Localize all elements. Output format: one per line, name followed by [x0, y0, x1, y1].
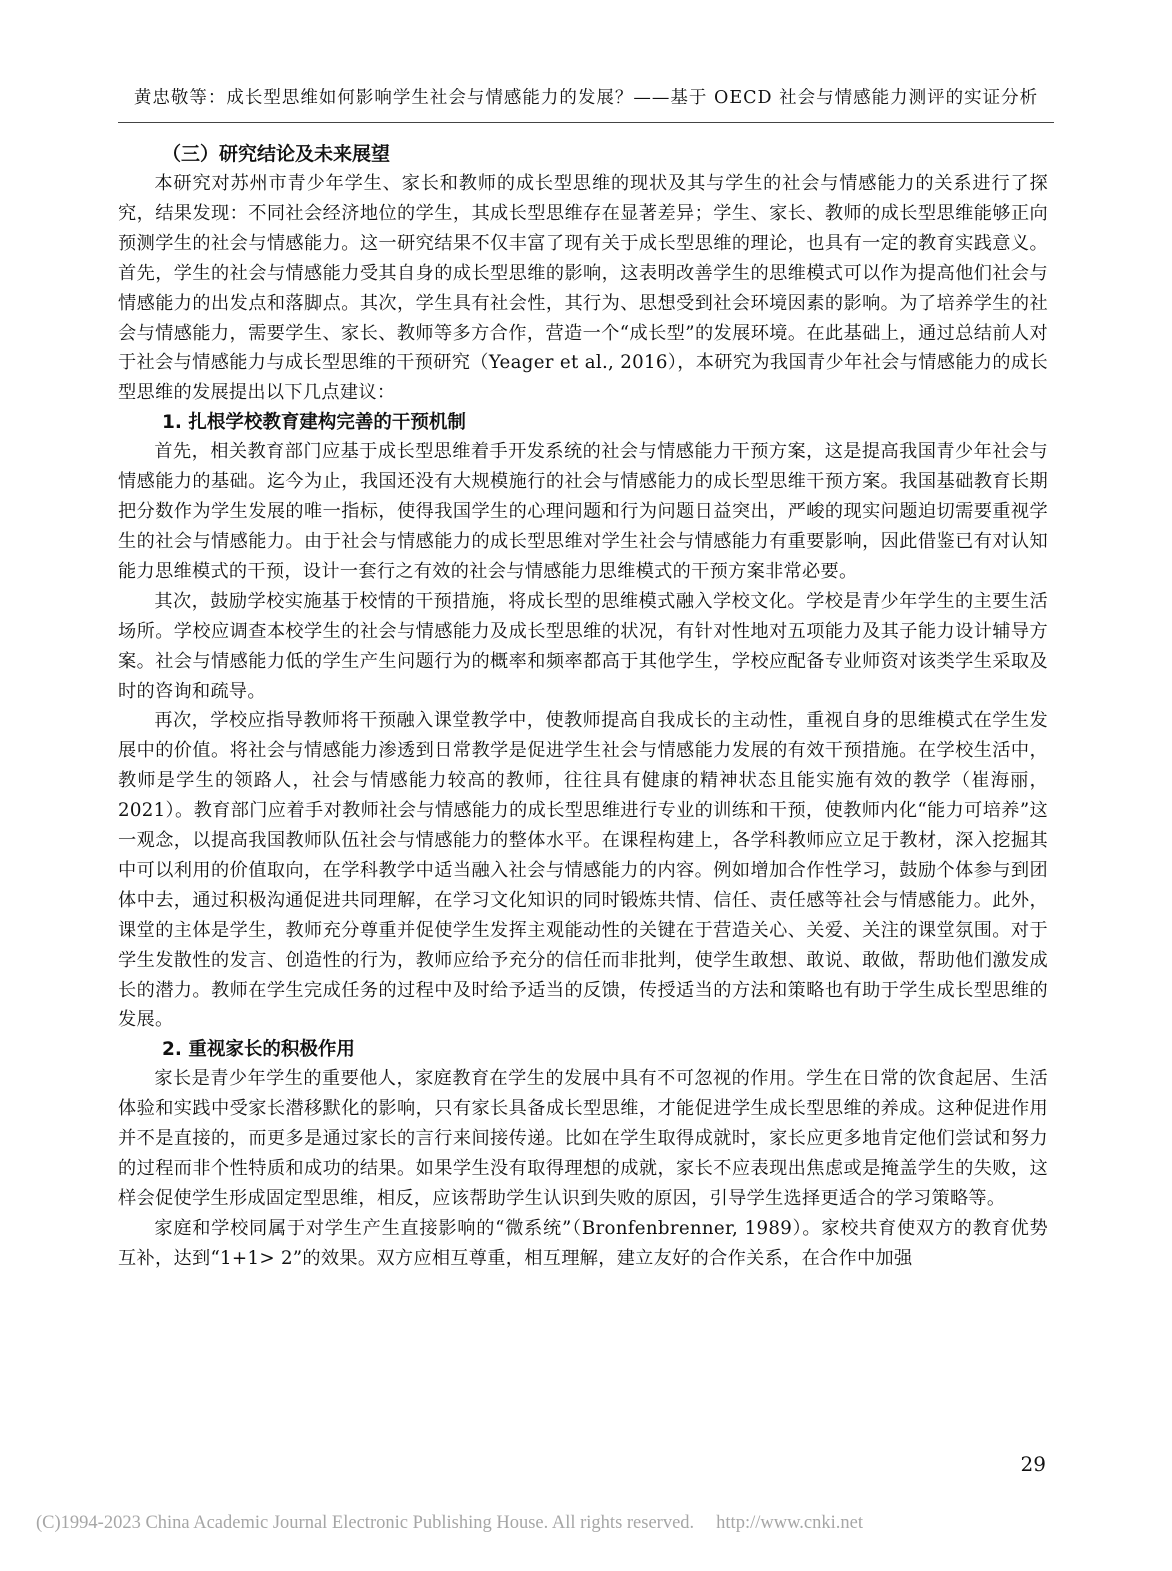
copyright-text: (C)1994-2023 China Academic Journal Electronic Publishing House. All rights reserved. [36, 1513, 695, 1533]
paragraph: 家长是青少年学生的重要他人，家庭教育在学生的发展中具有不可忽视的作用。学生在日常的饮食起居、生活体验和实践中受家长潜移默化的影响，只有家长具备成长型思维，才能促进学生成长型思维的养成。这种促进作用并不是直接的，而更多是通过家长的言行来间接传递。比如在学生取得成就时，家长应更多地肯定他们尝试和努力的过程而非个性特质和成功的结果。如果学生没有取得理想的成就，家长不应表现出焦虑或是掩盖学生的失败，这样会促使学生形成固定型思维，相反，应该帮助学生认识到失败的原因，引导学生选择更适合的学习策略等。 [118, 1068, 1048, 1209]
paragraph: 家庭和学校同属于对学生产生直接影响的“微系统”（Bronfenbrenner, 1989）。家校共育使双方的教育优势互补，达到“1+1> 2”的效果。双方应相互尊重，相互理解，建立友好的合作关系，在合作中加强 [118, 1217, 1048, 1269]
subsection-title-1: 1. 扎根学校教育建构完善的干预机制 [162, 412, 466, 434]
page-number: 29 [1020, 1452, 1046, 1476]
header-divider [118, 122, 1054, 123]
source-url[interactable]: http://www.cnki.net [716, 1513, 863, 1533]
paragraph: 再次，学校应指导教师将干预融入课堂教学中，使教师提高自我成长的主动性，重视自身的思维模式在学生发展中的价值。将社会与情感能力渗透到日常教学是促进学生社会与情感能力发展的有效干预措施。在学校生活中，教师是学生的领路人，社会与情感能力较高的教师，往往具有健康的精神状态且能实施有效的教学（崔海丽，2021）。教育部门应着手对教师社会与情感能力的成长型思维进行专业的训练和干预，使教师内化“能力可培养”这一观念，以提高我国教师队伍社会与情感能力的整体水平。在课程构建上，各学科教师应立足于教材，深入挖掘其中可以利用的价值取向，在学科教学中适当融入社会与情感能力的内容。例如增加合作性学习，鼓励个体参与到团体中去，通过积极沟通促进共同理解，在学习文化知识的同时锻炼共情、信任、责任感等社会与情感能力。此外，课堂的主体是学生，教师充分尊重并促使学生发挥主观能动性的关键在于营造关心、关爱、关注的课堂氛围。对于学生发散性的发言、创造性的行为，教师应给予充分的信任而非批判，使学生敢想、敢说、敢做，帮助他们激发成长的潜力。教师在学生完成任务的过程中及时给予适当的反馈，传授适当的方法和策略也有助于学生成长型思维的发展。 [118, 710, 1048, 1031]
running-header: 黄忠敬等：成长型思维如何影响学生社会与情感能力的发展？——基于 OECD 社会与情感能力测评的实证分析 [133, 88, 1039, 108]
copyright-notice [36, 1513, 863, 1534]
paragraph: 首先，相关教育部门应基于成长型思维着手开发系统的社会与情感能力干预方案，这是提高我国青少年社会与情感能力的基础。迄今为止，我国还没有大规模施行的社会与情感能力的成长型思维干预方案。我国基础教育长期把分数作为学生发展的唯一指标，使得我国学生的心理问题和行为问题日益突出，严峻的现实问题迫切需要重视学生的社会与情感能力。由于社会与情感能力的成长型思维对学生社会与情感能力有重要影响，因此借鉴已有对认知能力思维模式的干预，设计一套行之有效的社会与情感能力思维模式的干预方案非常必要。 [118, 441, 1048, 582]
paragraph: 其次，鼓励学校实施基于校情的干预措施，将成长型的思维模式融入学校文化。学校是青少年学生的主要生活场所。学校应调查本校学生的社会与情感能力及成长型思维的状况，有针对性地对五项能力及其子能力设计辅导方案。社会与情感能力低的学生产生问题行为的概率和频率都高于其他学生，学校应配备专业师资对该类学生采取及时的咨询和疏导。 [118, 590, 1048, 702]
paragraph: 本研究对苏州市青少年学生、家长和教师的成长型思维的现状及其与学生的社会与情感能力的关系进行了探究，结果发现：不同社会经济地位的学生，其成长型思维存在显著差异；学生、家长、教师的成长型思维能够正向预测学生的社会与情感能力。这一研究结果不仅丰富了现有关于成长型思维的理论，也具有一定的教育实践意义。首先，学生的社会与情感能力受其自身的成长型思维的影响，这表明改善学生的思维模式可以作为提高他们社会与情感能力的出发点和落脚点。其次，学生具有社会性，其行为、思想受到社会环境因素的影响。为了培养学生的社会与情感能力，需要学生、家长、教师等多方合作，营造一个“成长型”的发展环境。在此基础上，通过总结前人对于社会与情感能力与成长型思维的干预研究（Yeager et al., 2016），本研究为我国青少年社会与情感能力的成长型思维的发展提出以下几点建议： [118, 173, 1048, 404]
subsection-title-2: 2. 重视家长的积极作用 [162, 1039, 355, 1061]
section-title: （三）研究结论及未来展望 [162, 143, 391, 165]
article-body [118, 140, 1048, 1274]
